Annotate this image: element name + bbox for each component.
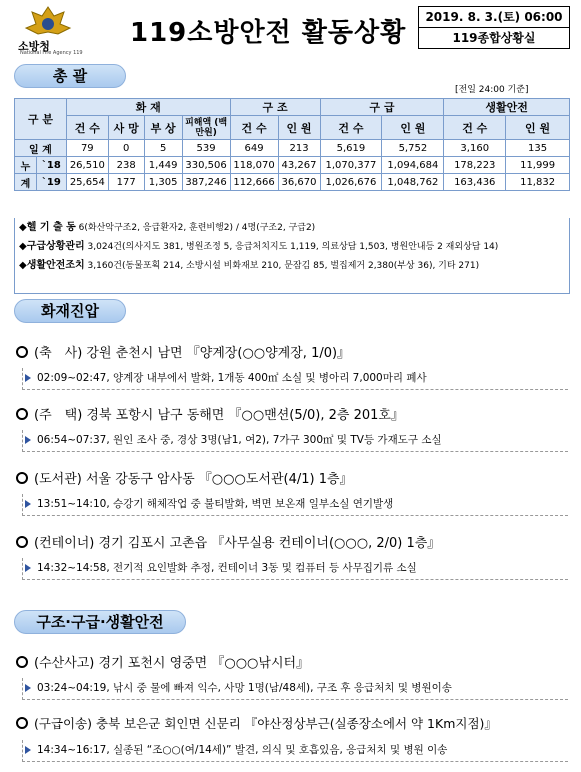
cell: 1,305 <box>144 174 182 191</box>
summary-label: ◆생활안전조치 <box>19 260 85 271</box>
cell: 26,510 <box>66 157 108 174</box>
cell: 1,449 <box>144 157 182 174</box>
sub-header: 건 수 <box>230 116 278 140</box>
group-ems: 구 급 <box>320 99 444 116</box>
triangle-bullet-icon <box>25 564 31 572</box>
table-row <box>15 140 570 157</box>
summary-text: 3,024건(의사지도 381, 병원조정 5, 응급처치지도 1,119, 의료상담 1,503, 병원안내등 2 재외상담 14) <box>87 242 499 252</box>
cell: 238 <box>108 157 144 174</box>
report-dept: 119종합상황실 <box>452 31 536 45</box>
sub-header: 건 수 <box>444 116 506 140</box>
cell: 118,070 <box>230 157 278 174</box>
incident-detail-text: 03:24~04:19, 낚시 중 물에 빠져 익수, 사망 1명(남/48세), 구조 후 응급처치 및 병원이송 <box>37 682 452 694</box>
incident-title <box>16 342 350 361</box>
circle-bullet-icon <box>16 717 28 729</box>
cell: 649 <box>230 140 278 157</box>
sub-header: 피해액 (백만원) <box>182 116 230 140</box>
cell: 25,654 <box>66 174 108 191</box>
cell: 387,246 <box>182 174 230 191</box>
col-group-header: 구 분 <box>15 99 67 140</box>
cell: 43,267 <box>278 157 320 174</box>
incident-title-text: (수산사고) 경기 포천시 영중면 『○○○낚시터』 <box>34 656 310 671</box>
triangle-bullet-icon <box>25 746 31 754</box>
page-title: 119소방안전 활동상황 <box>130 18 407 48</box>
cell: 11,832 <box>506 174 570 191</box>
summary-box <box>14 218 570 294</box>
group-fire: 화 재 <box>66 99 230 116</box>
cell: 1,094,684 <box>382 157 444 174</box>
incident-detail-text: 06:54~07:37, 원인 조사 중, 경상 3명(남1, 여2), 7가구 300㎡ 및 TV등 가재도구 소실 <box>37 434 442 446</box>
cell: 5 <box>144 140 182 157</box>
incident-detail-text: 13:51~14:10, 승강기 해체작업 중 불티발화, 벽면 보온재 일부소실 연기발생 <box>37 498 394 510</box>
section-rescue-title: 구조·구급·생활안전 <box>14 610 186 634</box>
cell: 539 <box>182 140 230 157</box>
incident-title <box>16 714 497 732</box>
circle-bullet-icon <box>16 536 28 548</box>
group-rescue: 구 조 <box>230 99 320 116</box>
report-date: 2019. 8. 3.(토) 06:00 <box>419 7 569 28</box>
incident-title <box>16 468 353 487</box>
incident-detail <box>22 368 568 390</box>
date-box <box>418 6 570 49</box>
summary-text: 6(화산악구조2, 응급환자2, 훈련비행2) / 4명(구조2, 구급2) <box>78 223 316 233</box>
table-row <box>15 157 570 174</box>
row-sublabel: `18 <box>36 157 66 174</box>
stats-table <box>14 98 570 191</box>
logo-subtext: National Fire Agency 119 <box>20 50 83 56</box>
sub-header: 건 수 <box>66 116 108 140</box>
triangle-bullet-icon <box>25 436 31 444</box>
summary-line <box>19 237 569 256</box>
summary-line <box>19 218 569 237</box>
triangle-bullet-icon <box>25 500 31 508</box>
incident-detail-text: 14:34~16:17, 실종된 “조○○(여/14세)” 발견, 의식 및 호흡있음, 응급처치 및 병원 이송 <box>37 744 448 756</box>
circle-bullet-icon <box>16 346 28 358</box>
cell: 1,048,762 <box>382 174 444 191</box>
logo-text: 소방청 <box>18 40 50 53</box>
incident-detail-text: 14:32~14:58, 전기적 요인발화 추정, 컨테이너 3동 및 컴퓨터 등 사무집기류 소실 <box>37 562 417 574</box>
circle-bullet-icon <box>16 472 28 484</box>
incident-title-text: (축 사) 강원 춘천시 남면 『양계장(○○양계장, 1/0)』 <box>34 346 351 361</box>
incident-detail-text: 02:09~02:47, 양계장 내부에서 발화, 1개동 400㎡ 소실 및 병아리 7,000마리 폐사 <box>37 372 427 384</box>
incident-title-text: (구급이송) 충북 보은군 회인면 신문리 『야산정상부근(실종장소에서 약 1Km지점)』 <box>34 716 497 731</box>
incident-title-text: (도서관) 서울 강동구 암사동 『○○○도서관(4/1) 1층』 <box>34 472 353 487</box>
row-label: 계 <box>15 174 37 191</box>
row-label: 일 계 <box>15 140 67 157</box>
header <box>0 0 581 60</box>
incident-title <box>16 532 440 551</box>
summary-label: ◆구급상황관리 <box>19 241 85 252</box>
incident-title <box>16 404 404 423</box>
cell: 5,619 <box>320 140 382 157</box>
cell: 1,070,377 <box>320 157 382 174</box>
cell: 178,223 <box>444 157 506 174</box>
circle-bullet-icon <box>16 408 28 420</box>
cell: 213 <box>278 140 320 157</box>
sub-header: 부 상 <box>144 116 182 140</box>
triangle-bullet-icon <box>25 374 31 382</box>
section-summary-title: 총 괄 <box>14 64 126 88</box>
table-row <box>15 174 570 191</box>
summary-label: ◆헬 기 출 동 <box>19 222 76 233</box>
incident-detail <box>22 558 568 580</box>
cell: 112,666 <box>230 174 278 191</box>
cell: 330,506 <box>182 157 230 174</box>
summary-line <box>19 256 569 275</box>
incident-title <box>16 652 309 671</box>
sub-header: 인 원 <box>506 116 570 140</box>
incident-title-text: (주 택) 경북 포항시 남구 동해면 『○○맨션(5/0), 2층 201호』 <box>34 408 404 423</box>
row-sublabel: `19 <box>36 174 66 191</box>
cell: 177 <box>108 174 144 191</box>
cell: 79 <box>66 140 108 157</box>
cell: 36,670 <box>278 174 320 191</box>
sub-header: 인 원 <box>382 116 444 140</box>
incident-title-text: (컨테이너) 경기 김포시 고촌읍 『사무실용 컨테이너(○○○, 2/0) 1층』 <box>34 536 441 551</box>
cell: 11,999 <box>506 157 570 174</box>
section-fire-title: 화재진압 <box>14 299 126 323</box>
cell: 3,160 <box>444 140 506 157</box>
cell: 0 <box>108 140 144 157</box>
sub-header: 건 수 <box>320 116 382 140</box>
incident-detail <box>22 740 568 762</box>
basis-note: [전일 24:00 기준] <box>455 85 529 95</box>
cell: 135 <box>506 140 570 157</box>
group-safety: 생활안전 <box>444 99 570 116</box>
triangle-bullet-icon <box>25 684 31 692</box>
row-label: 누 <box>15 157 37 174</box>
cell: 1,026,676 <box>320 174 382 191</box>
sub-header: 인 원 <box>278 116 320 140</box>
circle-bullet-icon <box>16 656 28 668</box>
incident-detail <box>22 430 568 452</box>
summary-text: 3,160건(동물포획 214, 소방시설 비화재보 210, 문잠김 85, 벌집제거 2,380(부상 36), 기타 271) <box>87 261 480 271</box>
cell: 5,752 <box>382 140 444 157</box>
incident-detail <box>22 494 568 516</box>
sub-header: 사 망 <box>108 116 144 140</box>
cell: 163,436 <box>444 174 506 191</box>
incident-detail <box>22 678 568 700</box>
